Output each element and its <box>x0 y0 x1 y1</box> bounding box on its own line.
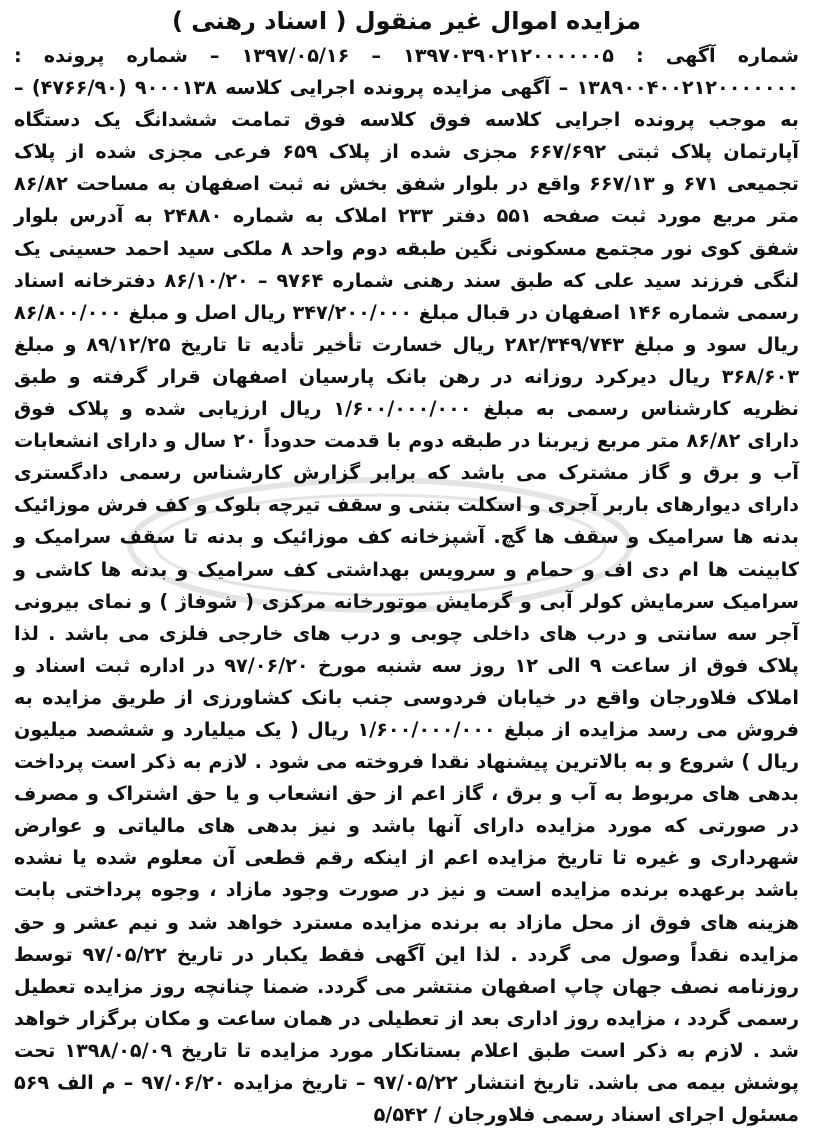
announcement-body: شماره آگهی : ۱۳۹۷۰۳۹۰۲۱۲۰۰۰۰۰۰۵ – ۱۳۹۷/۰۵/۱۶ – شماره پرونده : ۱۳۸۹۰۰۴۰۰۲۱۲۰۰۰۰۰۰۰ – آگهی مزایده پرونده اجرایی کلاسه ۹۰۰۰۱۳۸ (۴۷۶۶/۹۰) – به موجب پرونده اجرایی کلاسه فوق کلاسه فوق تمامت ششدانگ یک دستگاه آپارتمان پلاک ثبتی ۶۶۷/۶۹۲ مجزی شده از پلاک ۶۵۹ فرعی مجزی شده از پلاک تجمیعی ۶۷۱ و ۶۶۷/۱۳ واقع در بلوار شفق بخش نه ثبت اصفهان به مساحت ۸۶/۸۲ متر مربع مورد ثبت صفحه ۵۵۱ دفتر ۲۳۳ املاک به شماره ۲۴۸۸۰ به آدرس بلوار شفق کوی نور مجتمع مسکونی نگین طبقه دوم واحد ۸ ملکی سید احمد حسینی یک لنگی فرزند سید علی که طبق سند رهنی شماره ۹۷۶۴ – ۸۶/۱۰/۲۰ دفترخانه اسناد رسمی شماره ۱۴۶ اصفهان در قبال مبلغ ۳۴۷/۲۰۰/۰۰۰ ریال اصل و مبلغ ۸۶/۸۰۰/۰۰۰ ریال سود و مبلغ ۲۸۲/۳۴۹/۷۴۳ ریال خسارت تأخیر تأدیه تا تاریخ ۸۹/۱۲/۲۵ و مبلغ ۳۶۸/۶۰۳ ریال دیرکرد روزانه در رهن بانک پارسیان اصفهان قرار گرفته و طبق نظریه کارشناس رسمی به مبلغ ۱/۶۰۰/۰۰۰/۰۰۰ ریال ارزیابی شده و پلاک فوق دارای ۸۶/۸۲ متر مربع زیربنا در طبقه دوم با قدمت حدوداً ۲۰ سال و دارای انشعابات آب و برق و گاز مشترک می باشد که برابر گزارش کارشناس رسمی دادگستری دارای دیوارهای باربر آجری و اسکلت بتنی و سقف تیرچه بلوک و کف فرش موزائیک بدنه ها سرامیک و سقف ها گچ. آشپزخانه کف موزائیک و بدنه تا سقف سرامیک و کابینت ها ام دی اف و حمام و سرویس بهداشتی کف سرامیک و بدنه ها کاشی و سرامیک سرمایش کولر آبی و گرمایش موتورخانه مرکزی ( شوفاژ ) و نمای بیرونی آجر سه سانتی و درب های داخلی چوبی و درب های خارجی فلزی می باشد . لذا پلاک فوق از ساعت ۹ الی ۱۲ روز سه شنبه مورخ ۹۷/۰۶/۲۰ در اداره ثبت اسناد و املاک فلاورجان واقع در خیابان فردوسی جنب بانک کشاورزی از طریق مزایده به فروش می رسد مزایده از مبلغ ۱/۶۰۰/۰۰۰/۰۰۰ ریال ( یک میلیارد و ششصد میلیون ریال ) شروع و به بالاترین پیشنهاد نقدا فروخته می شود . لازم به ذکر است پرداخت بدهی های مربوط به آب و برق ، گاز اعم از حق انشعاب و یا حق اشتراک و مصرف در صورتی که مورد مزایده دارای آنها باشد و نیز بدهی های مالیاتی و عوارض شهرداری و غیره تا تاریخ مزایده اعم از اینکه رقم قطعی آن معلوم شده یا نشده باشد برعهده برنده مزایده است و نیز در صورت وجود مازاد ، وجوه پرداختی بابت هزینه های فوق از محل مازاد به برنده مزایده مسترد خواهد شد و نیم عشر و حق مزایده نقداً وصول می گردد . لذا این آگهی فقط یکبار در تاریخ ۹۷/۰۵/۲۲ توسط روزنامه نصف جهان چاپ اصفهان منتشر می گردد. ضمنا چنانچه روز مزایده تعطیل رسمی گردد ، مزایده روز اداری بعد از تعطیلی در همان ساعت و مکان برگزار خواهد شد . لازم به ذکر است طبق اعلام بستانکار مورد مزایده تا تاریخ ۱۳۹۸/۰۵/۰۹ تحت پوشش بیمه می باشد. تاریخ انتشار ۹۷/۰۵/۲۲ – تاریخ مزایده ۹۷/۰۶/۲۰ – م الف ۵۶۹ مسئول اجرای اسناد رسمی فلاورجان / ۵/۵۴۲ <box>14 44 800 1127</box>
announcement-title: مزایده اموال غیر منقول ( اسناد رهنی ) <box>171 7 642 35</box>
